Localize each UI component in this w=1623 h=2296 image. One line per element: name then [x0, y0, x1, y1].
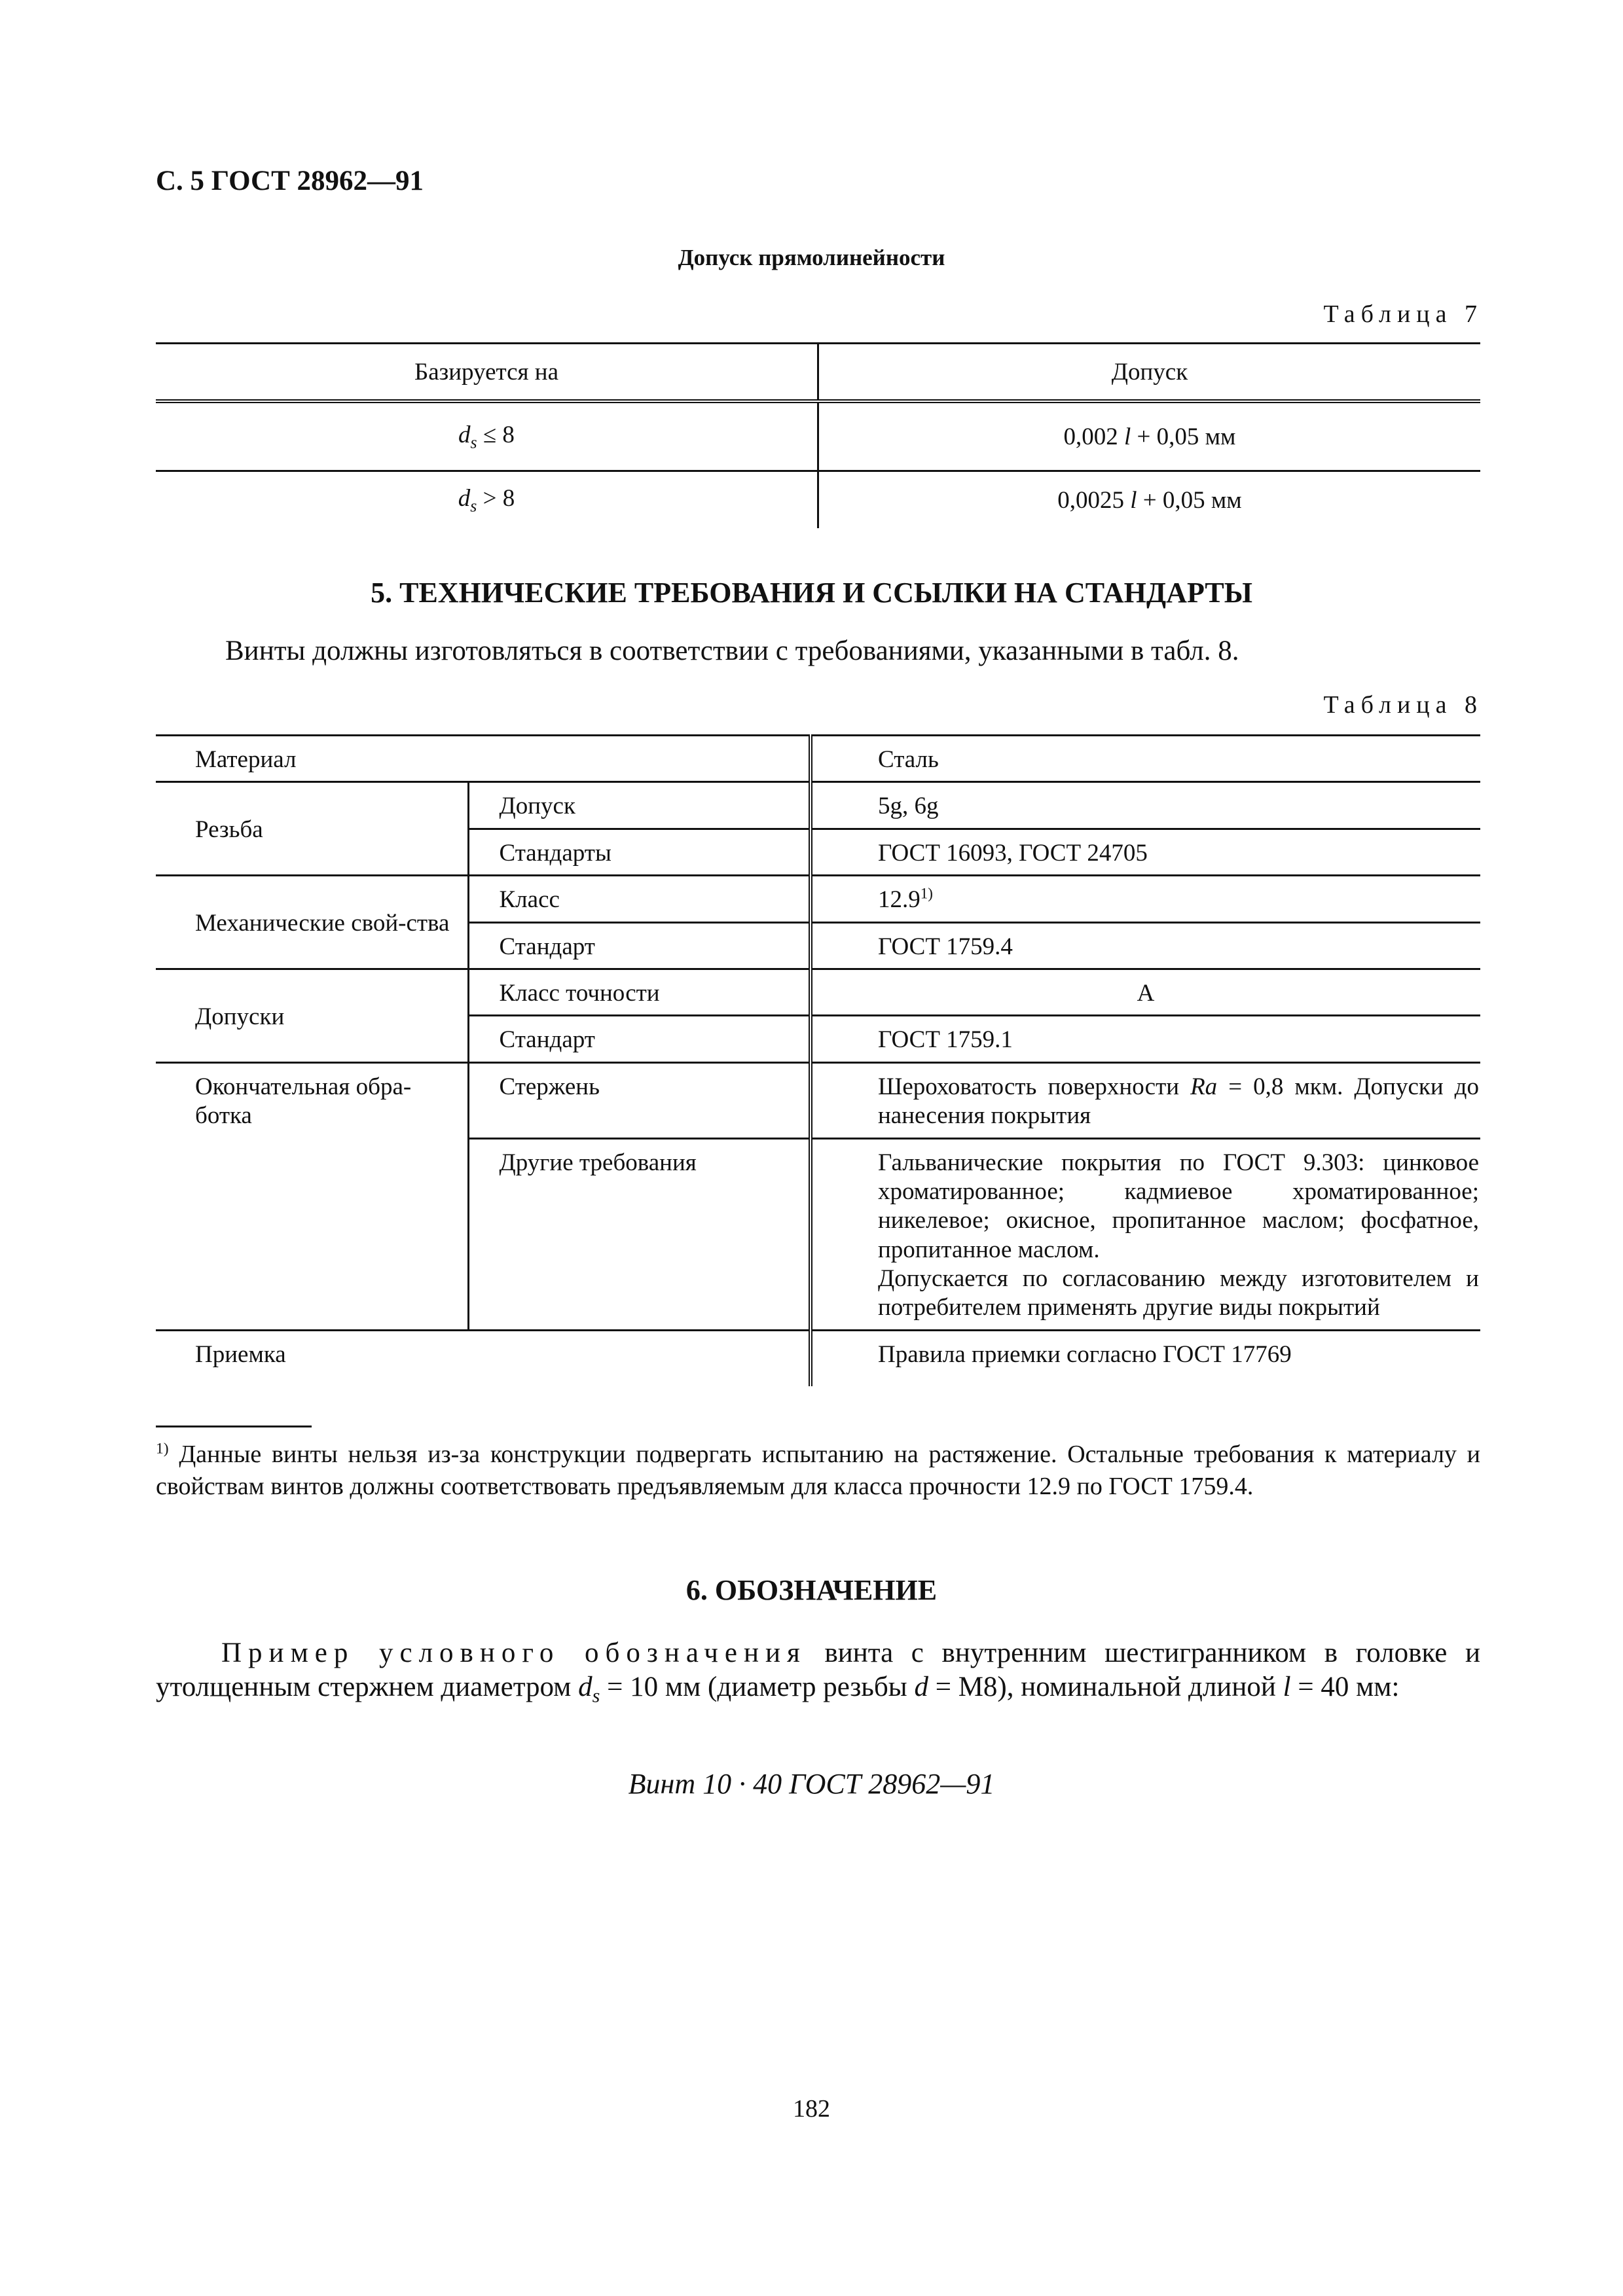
text: = 0,8 мкм. Допуски до нанесения покрытия: [878, 1073, 1479, 1130]
var-l: l: [1283, 1672, 1291, 1703]
acceptance-value: Правила приемки согласно ГОСТ 17769: [811, 1330, 1480, 1386]
designation-example: [156, 1636, 1480, 1708]
table-row: [156, 782, 1480, 829]
table7-header-basis: Базируется на: [156, 344, 818, 402]
table-row: [156, 736, 1480, 782]
other-requirements-label: Другие требования: [468, 1138, 811, 1330]
accuracy-class-label: Класс точности: [468, 969, 811, 1015]
table7-tolerance-cell: [818, 401, 1481, 471]
ra-symbol: Ra: [1190, 1073, 1218, 1100]
material-value: Сталь: [811, 736, 1480, 782]
tol-standard-value: ГОСТ 1759.1: [811, 1016, 1480, 1062]
coef: 0,0025: [1057, 486, 1131, 514]
text: = М8), номинальной длиной: [928, 1672, 1283, 1703]
var-d: d: [578, 1672, 593, 1703]
mech-class-value: [811, 876, 1480, 922]
thread-label: Резьба: [156, 782, 468, 876]
table7-title: Допуск прямолинейности: [678, 245, 945, 270]
footnote-text: Данные винты нельзя из-за конструкции подвергать испытанию на растяжение. Остальные требования к материалу и свойствам винтов должны соответствовать предъявляемым для класса прочности 12.9 по ГОСТ 1759.4.: [156, 1441, 1480, 1500]
table7-label: Таблица 7: [1323, 300, 1483, 328]
mechanical-properties-label: Механические свой-ства: [156, 876, 468, 969]
designation-formula: Винт 10 · 40 ГОСТ 28962—91: [628, 1768, 995, 1800]
table-row: [156, 471, 1480, 529]
thread-tolerance-value: 5g, 6g: [811, 782, 1480, 829]
coatings-paragraph: Гальванические покрытия по ГОСТ 9.303: цинковое хроматированное; кадмиевое хроматированное; никелевое; окисное, пропитанное маслом; фосфатное, пропитанное маслом.: [878, 1149, 1479, 1263]
final-finishing-label: Окончательная обра-ботка: [156, 1062, 468, 1330]
table-row: [156, 969, 1480, 1015]
footnote: [156, 1439, 1480, 1502]
var-sub: s: [470, 496, 477, 516]
thread-tolerance-label: Допуск: [468, 782, 811, 829]
table-row: [156, 401, 1480, 471]
tol-standard-label: Стандарт: [468, 1016, 811, 1062]
text: = 10 мм (диаметр резьбы: [600, 1672, 915, 1703]
other-requirements-value: [811, 1138, 1480, 1330]
mech-standard-value: ГОСТ 1759.4: [811, 922, 1480, 969]
table-row: [156, 1062, 1480, 1138]
example-lead: Пример условного обозначения: [221, 1638, 807, 1668]
text: Шероховатость поверхности: [878, 1073, 1191, 1100]
straightness-tolerance-table: [156, 342, 1480, 528]
var-l: l: [1124, 423, 1131, 450]
mech-standard-label: Стандарт: [468, 922, 811, 969]
running-head: С. 5 ГОСТ 28962—91: [156, 166, 424, 196]
var-d: d: [458, 421, 471, 448]
technical-requirements-table: [156, 734, 1480, 1386]
var-sub: s: [470, 433, 477, 452]
section5-title: 5. ТЕХНИЧЕСКИЕ ТРЕБОВАНИЯ И ССЫЛКИ НА СТАНДАРТЫ: [371, 577, 1252, 609]
text: = 40 мм:: [1290, 1672, 1400, 1703]
footnote-marker: 1): [920, 885, 933, 902]
rest: + 0,05 мм: [1137, 486, 1242, 514]
var-sub: s: [592, 1685, 600, 1708]
table-row: [156, 876, 1480, 922]
shank-value: [811, 1062, 1480, 1138]
agreement-paragraph: Допускается по согласованию между изготовителем и потребителем применять другие виды покрытий: [878, 1265, 1479, 1321]
section5-intro: Винты должны изготовляться в соответствии с требованиями, указанными в табл. 8.: [225, 636, 1239, 666]
var-d: d: [914, 1672, 928, 1703]
condition: ≤ 8: [477, 421, 515, 448]
table-row: [156, 1330, 1480, 1386]
tolerances-label: Допуски: [156, 969, 468, 1062]
table7-header-tolerance: Допуск: [818, 344, 1481, 402]
var-d: d: [458, 484, 471, 512]
footnote-divider: [156, 1426, 312, 1427]
footnote-marker: 1): [156, 1440, 169, 1458]
mech-class-label: Класс: [468, 876, 811, 922]
text: винта с внутренним шестигранником в головке и утолщенным стержнем диаметром: [156, 1638, 1480, 1703]
acceptance-label: Приемка: [156, 1330, 811, 1386]
table7-basis-cell: [156, 471, 818, 529]
table7-basis-cell: [156, 401, 818, 471]
page-number: 182: [793, 2095, 830, 2123]
thread-standards-value: ГОСТ 16093, ГОСТ 24705: [811, 829, 1480, 875]
table8-label: Таблица 8: [1323, 691, 1483, 719]
accuracy-class-value: А: [811, 969, 1480, 1015]
table7-tolerance-cell: [818, 471, 1481, 529]
section6-title: 6. ОБОЗНАЧЕНИЕ: [685, 1574, 938, 1606]
var-l: l: [1130, 486, 1137, 514]
material-label: Материал: [156, 736, 811, 782]
coef: 0,002: [1063, 423, 1124, 450]
thread-standards-label: Стандарты: [468, 829, 811, 875]
condition: > 8: [477, 484, 515, 512]
rest: + 0,05 мм: [1131, 423, 1236, 450]
class-value: 12.9: [878, 886, 921, 914]
shank-label: Стержень: [468, 1062, 811, 1138]
